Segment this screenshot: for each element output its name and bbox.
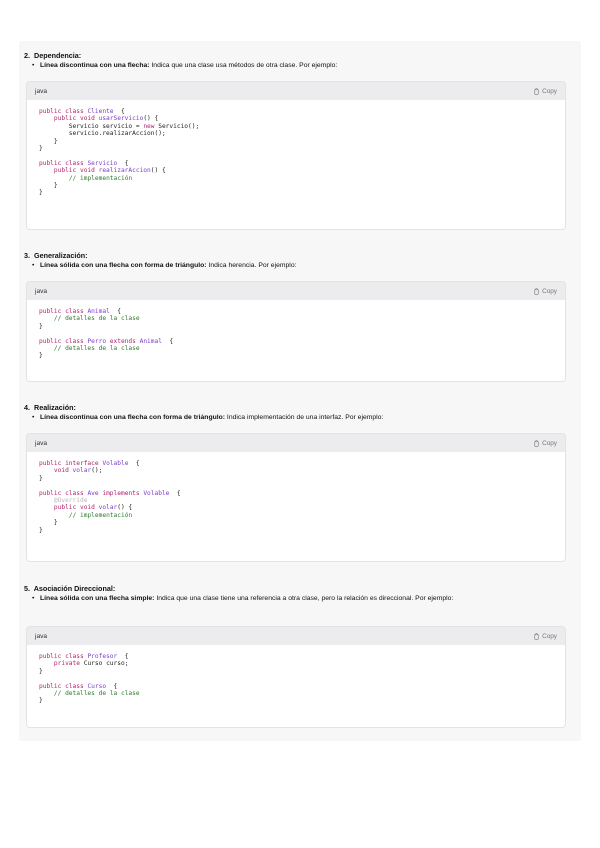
bullet-item <box>32 261 540 271</box>
bullet-bold-text: Línea discontinua con una flecha con forma de triángulo: <box>40 414 226 421</box>
bullet-dot: • <box>32 62 35 69</box>
code-block <box>26 433 566 562</box>
copy-button[interactable] <box>533 440 557 447</box>
code-line: public class Cliente { <box>39 108 125 115</box>
bullet-item <box>32 413 540 423</box>
copy-button[interactable] <box>533 88 557 95</box>
code-line: } <box>39 145 43 153</box>
section-title: Dependencia: <box>34 51 82 60</box>
code-line: private Curso curso; <box>53 660 129 668</box>
code-line: // detalles de la clase <box>53 315 140 323</box>
code-line: @Override <box>53 497 88 505</box>
code-header <box>27 282 565 300</box>
code-line: } <box>39 526 43 534</box>
code-line: } <box>39 182 58 190</box>
code-header <box>27 434 565 452</box>
code-line: } <box>39 519 58 527</box>
code-line: public void usarServicio() { <box>53 115 159 123</box>
code-language-label: java <box>35 287 48 295</box>
code-line: } <box>39 137 58 145</box>
code-line: } <box>39 474 43 482</box>
section-number: 2. <box>24 51 30 60</box>
bullet-dot: • <box>32 414 35 421</box>
bullet-text: Indica herencia. Por ejemplo: <box>206 262 297 269</box>
section-heading <box>24 51 581 61</box>
code-block <box>26 626 566 728</box>
copy-label: Copy <box>542 87 557 95</box>
bullet-bold-text: Línea sólida con una flecha con forma de triángulo: <box>40 262 207 269</box>
code-line: public class Perro extends Animal { <box>39 337 174 345</box>
section-title: Generalización: <box>34 251 88 260</box>
section-realizacion <box>19 403 581 423</box>
copy-label: Copy <box>542 632 557 640</box>
code-line: public void realizarAccion() { <box>53 167 166 175</box>
copy-button[interactable] <box>533 288 557 295</box>
code-line: public class Servicio { <box>39 159 129 167</box>
code-language-label: java <box>35 87 48 95</box>
copy-label: Copy <box>542 287 557 295</box>
code-language-label: java <box>35 632 48 640</box>
bullet-item <box>32 594 540 604</box>
code-block <box>26 281 566 382</box>
copy-label: Copy <box>542 439 557 447</box>
bullet-text: Indica que una clase usa métodos de otra clase. Por ejemplo: <box>149 62 338 69</box>
code-line: } <box>39 667 43 675</box>
code-line: // implementación <box>68 511 133 519</box>
code-line: public class Ave implements Volable { <box>39 489 181 497</box>
code-content <box>27 300 565 368</box>
copy-button[interactable] <box>533 633 557 640</box>
code-line: public class Animal { <box>39 308 121 315</box>
section-title: Asociación Direccional: <box>33 584 116 593</box>
section-dependencia <box>19 51 581 71</box>
code-header <box>27 82 565 100</box>
clipboard-icon <box>533 633 540 640</box>
bullet-dot: • <box>32 595 35 602</box>
code-line: public void volar() { <box>53 504 133 512</box>
section-heading <box>24 584 581 594</box>
bullet-bold-text: Línea sólida con una flecha simple: <box>40 595 155 602</box>
section-heading <box>24 403 581 413</box>
code-block <box>26 81 566 230</box>
bullet-bold-text: Línea discontinua con una flecha: <box>40 62 150 69</box>
code-line: void volar(); <box>53 467 103 475</box>
clipboard-icon <box>533 88 540 95</box>
code-content <box>27 100 565 205</box>
section-heading <box>24 251 581 261</box>
code-line: servicio.realizarAccion(); <box>39 130 166 138</box>
code-line: public class Curso { <box>39 682 118 690</box>
code-line: } <box>39 697 43 705</box>
document-page <box>19 41 581 741</box>
code-header <box>27 627 565 645</box>
section-number: 5. <box>24 584 30 593</box>
code-line: // implementación <box>68 174 133 182</box>
section-asociacion-direccional <box>19 584 581 604</box>
bullet-dot: • <box>32 262 35 269</box>
bullet-text: Indica implementación de una interfaz. Por ejemplo: <box>225 414 384 421</box>
code-line: } <box>39 189 43 197</box>
code-language-label: java <box>35 439 48 447</box>
section-generalizacion <box>19 251 581 271</box>
clipboard-icon <box>533 288 540 295</box>
bullet-item <box>32 61 540 71</box>
code-line: // detalles de la clase <box>53 690 140 698</box>
code-line: public interface Volable { <box>39 460 140 467</box>
code-content <box>27 645 565 713</box>
code-line: public class Profesor { <box>39 653 129 660</box>
code-line: } <box>39 352 43 360</box>
section-title: Realización: <box>34 403 76 412</box>
section-number: 4. <box>24 403 30 412</box>
code-line: } <box>39 322 43 330</box>
code-line: // detalles de la clase <box>53 345 140 353</box>
bullet-text: Indica que una clase tiene una referencia a otra clase, pero la relación es direccional. Por ejemplo: <box>154 595 454 602</box>
section-number: 3. <box>24 251 30 260</box>
code-content <box>27 452 565 542</box>
code-line: Servicio servicio = new Servicio(); <box>39 122 200 130</box>
clipboard-icon <box>533 440 540 447</box>
